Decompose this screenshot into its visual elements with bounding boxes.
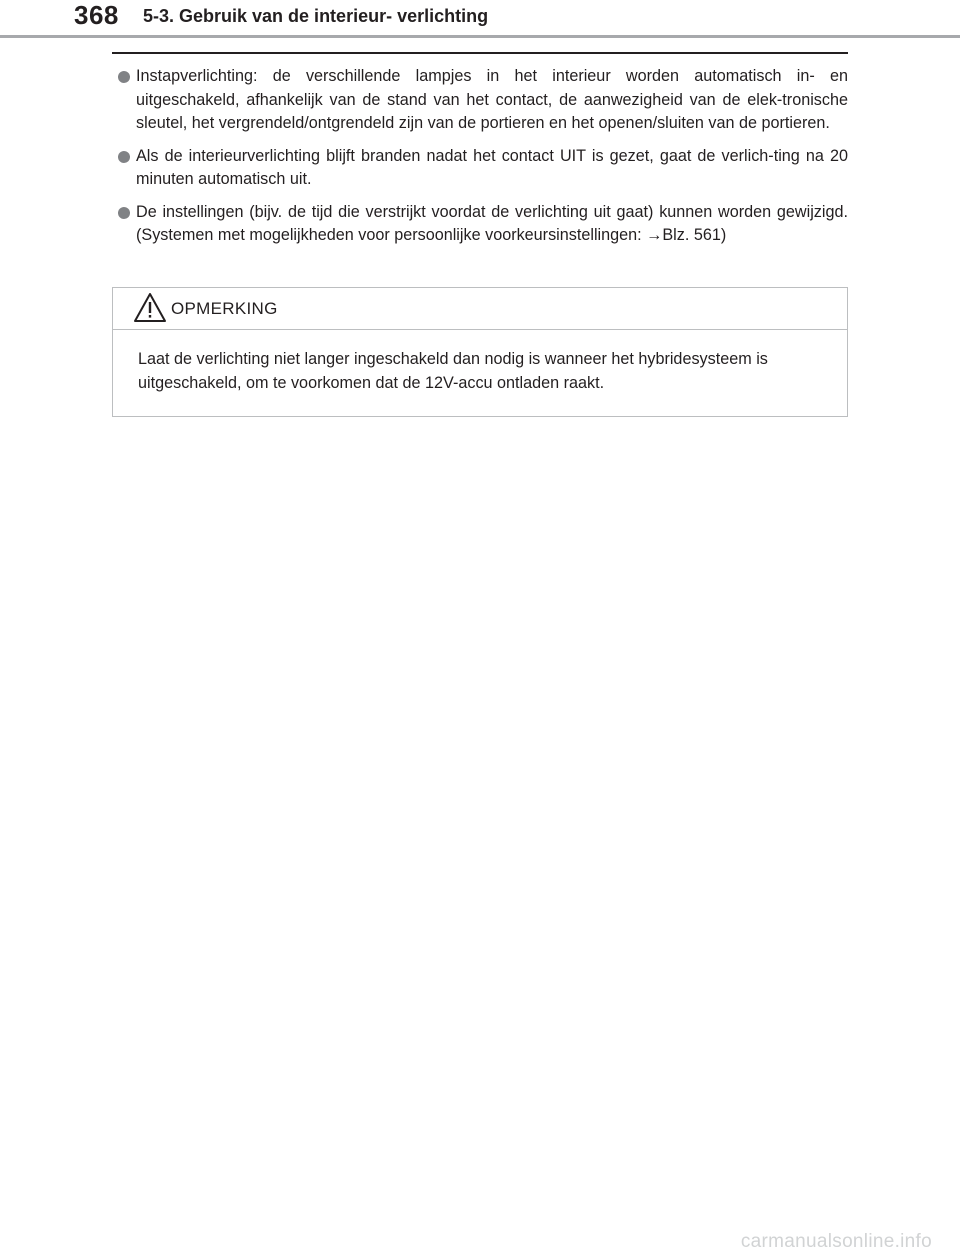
page-number: 368 [74,0,119,30]
watermark: carmanualsonline.info [740,1231,932,1252]
header-divider [0,35,960,38]
bullet-dot-icon [118,151,130,163]
notice-title: OPMERKING [171,299,278,318]
notice-body: Laat de verlichting niet langer ingeschakeld dan nodig is wanneer het hybridesysteem is uitgeschakeld, om te voorkomen dat de 12V-accu ontladen raakt. [138,350,768,392]
bullet-item [112,65,848,136]
bullet-item [112,145,848,192]
content-divider [112,52,848,54]
bullet-dot-icon [118,71,130,83]
bullet-item [112,201,848,248]
section-title: 5-3. Gebruik van de interieur- verlichting [143,6,489,26]
notice-box [112,287,848,417]
warning-triangle-icon [133,292,167,324]
bullet-text: Instapverlichting: de verschillende lampjes in het interieur worden automatisch in- en uitgeschakeld, afhankelijk van de stand van het contact, de aanwezigheid van de elek-tronische sleutel, het vergrendeld/ontgrendeld zijn van de portieren en het openen/sluiten van de portieren. [136,67,848,132]
notice-header [113,288,847,330]
bullet-text: De instellingen (bijv. de tijd die verstrijkt voordat de verlichting uit gaat) kunnen worden gewijzigd. (Systemen met mogelijkheden voor persoonlijke voorkeursinstellingen: →Blz. 561) [136,202,848,244]
bullet-text: Als de interieurverlichting blijft branden nadat het contact UIT is gezet, gaat de verlich-ting na 20 minuten automatisch uit. [136,146,848,188]
bullet-list [112,65,848,257]
bullet-dot-icon [118,207,130,219]
